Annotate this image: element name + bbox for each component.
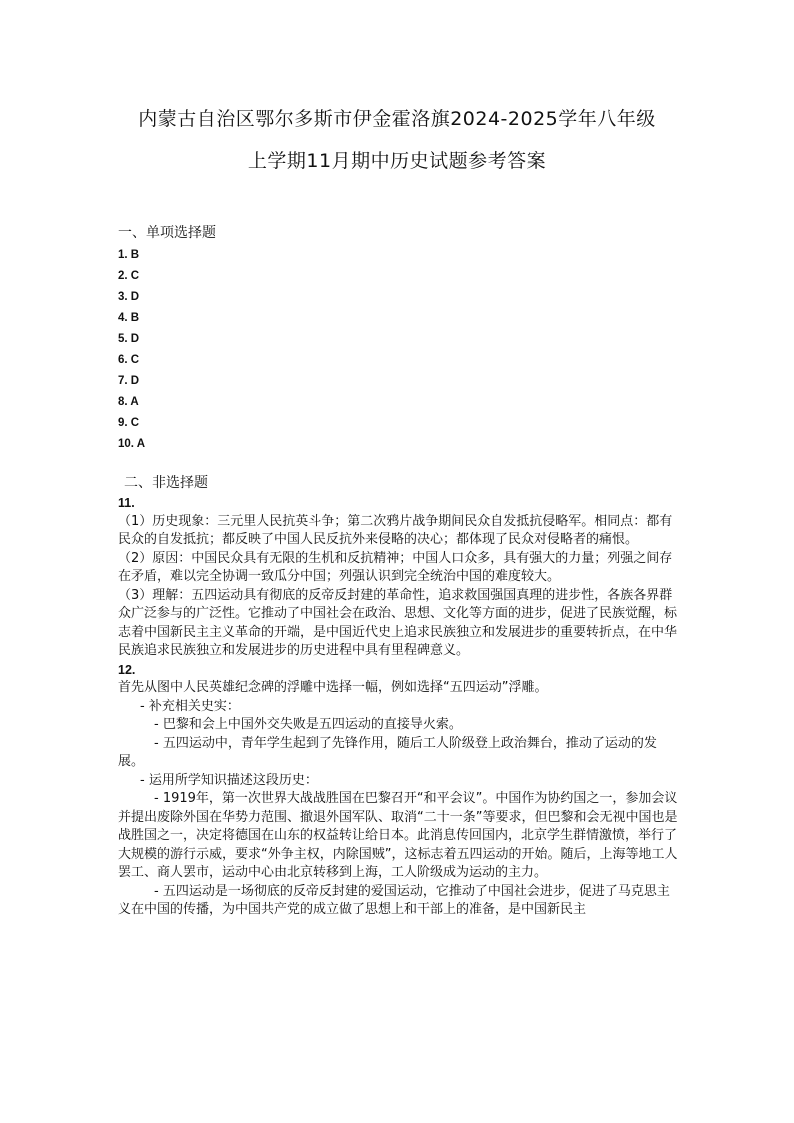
answer-item: 6. C [118,354,140,366]
answer-item: 1. B [118,249,140,261]
answer-item: 8. A [118,396,139,408]
section2-heading: 二、非选择题 [124,475,208,491]
question-12-describe-heading: - 运用所学知识描述这段历史： [140,772,318,788]
question-12-number: 12. [118,662,136,677]
answer-item: 3. D [118,291,140,303]
question-12-fact1: - 巴黎和会上中国外交失败是五四运动的直接导火索。 [154,717,462,732]
answer-item: 7. D [118,375,140,387]
question-11-part2: （2）原因：中国民众具有无限的生机和反抗精神；中国人口众多，具有强大的力量；列强之间存在矛盾，难以完全协调一致瓜分中国；列强认识到完全统治中国的难度较大。 [118,550,673,584]
document-title-line2: 上学期11月期中历史试题参考答案 [247,150,547,172]
question-12-facts-heading: - 补充相关史实： [140,698,240,714]
question-11-part1: （1）历史现象：三元里人民抗英斗争；第二次鸦片战争期间民众自发抵抗侵略军。相同点：都有民众的自发抵抗；都反映了中国人民反抗外来侵略的决心；都体现了民众对侵略者的痛恨。 [118,513,673,547]
answer-item: 10. A [118,438,146,450]
section1-heading: 一、单项选择题 [118,225,216,241]
answer-item: 2. C [118,270,140,282]
answer-item: 5. D [118,333,140,345]
answer-item: 4. B [118,312,140,324]
question-12-intro: 首先从图中人民英雄纪念碑的浮雕中选择一幅，例如选择“五四运动”浮雕。 [118,680,548,695]
question-11-part3: （3）理解：五四运动具有彻底的反帝反封建的革命性，追求救国强国真理的进步性，各族各界群众广泛参与的广泛性。它推动了中国社会在政治、思想、文化等方面的进步，促进了民族觉醒，标志着中国新民主主义革命的开端，是中国近代史上追求民族独立和发展进步的重要转折点，在中华民族追求民族独立和发展进步的历史进程中具有里程碑意义。 [118,587,678,658]
question-12-fact2: - 五四运动中，青年学生起到了先锋作用，随后工人阶级登上政治舞台，推动了运动的发展。 [118,735,657,769]
question-12-description2: - 五四运动是一场彻底的反帝反封建的爱国运动，它推动了中国社会进步，促进了马克思主义在中国的传播，为中国共产党的成立做了思想上和干部上的准备，是中国新民主 [118,883,670,917]
question-11-number: 11. [118,496,135,510]
document-title-line1: 内蒙古自治区鄂尔多斯市伊金霍洛旗2024-2025学年八年级 [138,108,656,130]
question-12-description1: - 1919年，第一次世界大战战胜国在巴黎召开“和平会议”。中国作为协约国之一，参加会议并提出废除外国在华势力范围、撤退外国军队、取消“二十一条”等要求，但巴黎和会无视中国也是战胜国之一，决定将德国在山东的权益转让给日本。此消息传回国内，北京学生群情激愤，举行了大规模的游行示威，要求“外争主权，内除国贼”，这标志着五四运动的开始。随后，上海等地工人罢工、商人罢市，运动中心由北京转移到上海，工人阶级成为运动的主力。 [118,791,678,880]
answer-list [118,245,145,455]
section2-body [118,494,678,920]
answer-item: 9. C [118,417,140,429]
